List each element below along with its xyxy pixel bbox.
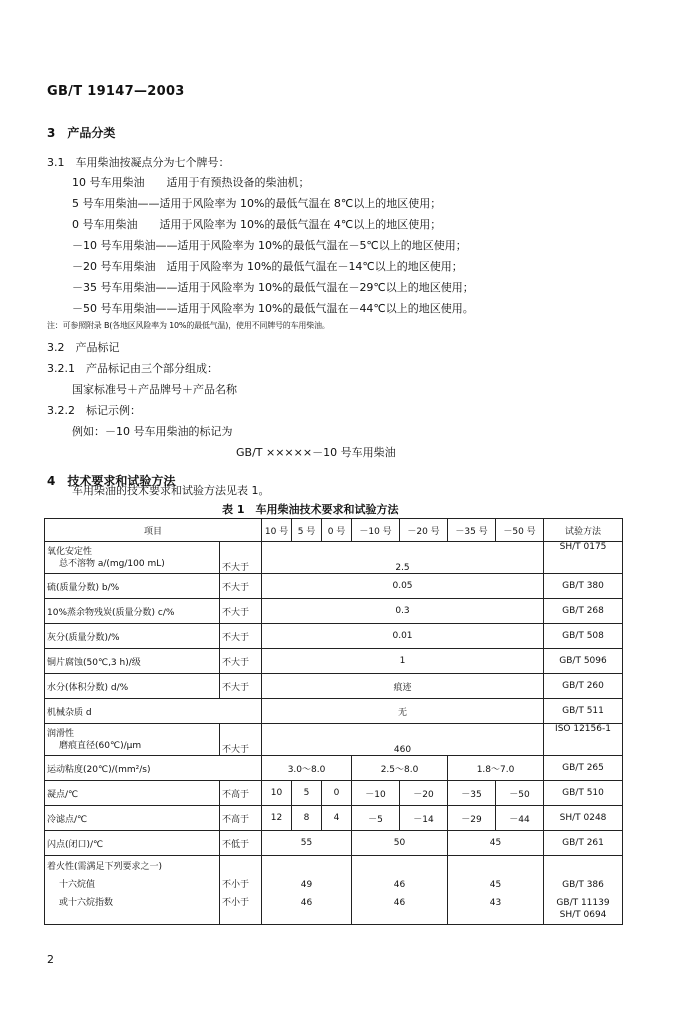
row-value-text: 46: [393, 880, 406, 890]
row-value: 460: [262, 724, 544, 756]
table-row: [45, 781, 623, 806]
section-3-title: 3 产品分类: [47, 126, 116, 140]
row-value: 55: [262, 831, 352, 856]
row-method-text: GB/T 386: [562, 880, 604, 890]
clause-3-2: 3.2 产品标记: [47, 341, 120, 354]
row-value: 2.5: [262, 542, 544, 574]
row-value-text: 46: [300, 898, 313, 908]
row-method-text: GB/T 11139: [556, 898, 610, 908]
row-value: [352, 856, 448, 925]
row-method: ISO 12156-1: [544, 724, 623, 756]
row-method: GB/T 265: [544, 756, 623, 781]
row-value: －14: [400, 806, 448, 831]
row-item-name: 或十六烷指数: [59, 898, 114, 908]
table-row: [45, 574, 623, 599]
row-group-title: 氧化安定性: [47, 546, 93, 557]
row-value-text: 46: [393, 898, 406, 908]
row-value: 45: [448, 831, 544, 856]
row-item: 凝点/℃: [45, 781, 220, 806]
header-method: 试验方法: [544, 519, 623, 542]
marking-example: GB/T ×××××－10 号车用柴油: [236, 446, 396, 459]
table-row: [45, 599, 623, 624]
row-item: [45, 724, 220, 756]
row-group-title: 润滑性: [47, 728, 75, 739]
row-limit: 不高于: [220, 806, 262, 831]
row-value: 2.5～8.0: [352, 756, 448, 781]
row-limit: 不高于: [220, 781, 262, 806]
row-value: 1.8～7.0: [448, 756, 544, 781]
row-item-name: 磨痕直径(60℃)/μm: [59, 740, 142, 751]
clause-3-1: 3.1 车用柴油按凝点分为七个牌号：: [47, 156, 230, 169]
row-value: 1: [262, 649, 544, 674]
header-grade: 10 号: [262, 519, 292, 542]
row-value: －35: [448, 781, 496, 806]
row-limit: 不大于: [220, 724, 262, 756]
row-value: －20: [400, 781, 448, 806]
row-value: －10: [352, 781, 400, 806]
row-value: 0.3: [262, 599, 544, 624]
row-item: 闪点(闭口)/℃: [45, 831, 220, 856]
table-row: [45, 831, 623, 856]
grade-line: 10 号车用柴油 适用于有预热设备的柴油机；: [72, 176, 310, 189]
row-method: GB/T 260: [544, 674, 623, 699]
row-method: GB/T 380: [544, 574, 623, 599]
table-row: [45, 806, 623, 831]
page-number: 2: [47, 953, 54, 966]
row-limit: 不大于: [220, 674, 262, 699]
row-value: －5: [352, 806, 400, 831]
row-limit: [220, 856, 262, 925]
row-value: 0.01: [262, 624, 544, 649]
row-group-title: 着火性(需满足下列要求之一): [47, 862, 163, 872]
row-value: 10: [262, 781, 292, 806]
row-value: 4: [322, 806, 352, 831]
section-4-title: 4 技术要求和试验方法: [47, 474, 176, 488]
clause-3-2-2-body: 例如：－10 号车用柴油的标记为: [72, 425, 233, 438]
table-row: [45, 699, 623, 724]
table-row: [45, 624, 623, 649]
row-value: －29: [448, 806, 496, 831]
header-grade: －20 号: [400, 519, 448, 542]
row-method-text: SH/T 0694: [559, 910, 607, 920]
grade-line: －10 号车用柴油——适用于风险率为 10%的最低气温在－5℃以上的地区使用；: [72, 239, 467, 252]
row-limit: 不大于: [220, 542, 262, 574]
row-value: [448, 856, 544, 925]
grade-line: －50 号车用柴油——适用于风险率为 10%的最低气温在－44℃以上的地区使用。: [72, 302, 474, 315]
row-item: 铜片腐蚀(50℃,3 h)/级: [45, 649, 220, 674]
row-method: GB/T 510: [544, 781, 623, 806]
row-method: GB/T 5096: [544, 649, 623, 674]
header-grade: 0 号: [322, 519, 352, 542]
row-item: 机械杂质 d: [45, 699, 262, 724]
row-value: 8: [292, 806, 322, 831]
table-caption: 表 1 车用柴油技术要求和试验方法: [222, 503, 399, 516]
row-value: 0.05: [262, 574, 544, 599]
row-limit: 不低于: [220, 831, 262, 856]
grade-line: 0 号车用柴油 适用于风险率为 10%的最低气温在 4℃以上的地区使用；: [72, 218, 442, 231]
header-grade: －35 号: [448, 519, 496, 542]
table-header-row: [45, 519, 623, 542]
section-4-body: 车用柴油的技术要求和试验方法见表 1。: [72, 484, 270, 497]
grade-line: －35 号车用柴油——适用于风险率为 10%的最低气温在－29℃以上的地区使用；: [72, 281, 474, 294]
row-item: 水分(体积分数) d/%: [45, 674, 220, 699]
row-value: 0: [322, 781, 352, 806]
table-row: [45, 674, 623, 699]
row-value: 痕迹: [262, 674, 544, 699]
standard-number: GB/T 19147—2003: [47, 84, 185, 99]
row-item-name: 十六烷值: [59, 880, 96, 890]
table-row: [45, 649, 623, 674]
row-value: －50: [496, 781, 544, 806]
header-item: 项目: [45, 519, 262, 542]
grade-note: 注：可参照附录 B(各地区风险率为 10%的最低气温)，使用不同牌号的车用柴油。: [47, 321, 330, 330]
row-limit: 不大于: [220, 649, 262, 674]
row-value-text: 45: [489, 880, 502, 890]
row-method: SH/T 0175: [544, 542, 623, 574]
row-method: GB/T 511: [544, 699, 623, 724]
row-item-name: 总不溶物 a/(mg/100 mL): [59, 558, 165, 569]
row-value: 50: [352, 831, 448, 856]
row-limit: 不大于: [220, 599, 262, 624]
header-grade: －10 号: [352, 519, 400, 542]
table-row: [45, 542, 623, 574]
clause-3-2-1-body: 国家标准号＋产品牌号＋产品名称: [72, 383, 237, 396]
clause-3-2-2: 3.2.2 标记示例：: [47, 404, 141, 417]
row-value: 无: [262, 699, 544, 724]
row-value: 12: [262, 806, 292, 831]
table-row: [45, 724, 623, 756]
grade-line: －20 号车用柴油 适用于风险率为 10%的最低气温在－14℃以上的地区使用；: [72, 260, 463, 273]
row-method: GB/T 268: [544, 599, 623, 624]
row-value: 5: [292, 781, 322, 806]
table-row: [45, 756, 623, 781]
row-method: GB/T 508: [544, 624, 623, 649]
grade-line: 5 号车用柴油——适用于风险率为 10%的最低气温在 8℃以上的地区使用；: [72, 197, 442, 210]
row-method: SH/T 0248: [544, 806, 623, 831]
header-grade: 5 号: [292, 519, 322, 542]
row-limit: 不大于: [220, 624, 262, 649]
table-row: [45, 856, 623, 925]
row-value: －44: [496, 806, 544, 831]
row-value-text: 43: [489, 898, 502, 908]
header-grade: －50 号: [496, 519, 544, 542]
row-item: [45, 542, 220, 574]
row-item: 运动粘度(20℃)/(mm²/s): [45, 756, 262, 781]
row-item: 灰分(质量分数)/%: [45, 624, 220, 649]
row-limit-text: 不小于: [222, 898, 250, 908]
row-item: 冷滤点/℃: [45, 806, 220, 831]
row-value-text: 49: [300, 880, 313, 890]
row-item: [45, 856, 220, 925]
row-limit: 不大于: [220, 574, 262, 599]
clause-3-2-1: 3.2.1 产品标记由三个部分组成：: [47, 362, 218, 375]
row-method: [544, 856, 623, 925]
row-value: [262, 856, 352, 925]
spec-table: [44, 518, 623, 925]
row-limit-text: 不小于: [222, 880, 250, 890]
row-method: GB/T 261: [544, 831, 623, 856]
row-item: 硫(质量分数) b/%: [45, 574, 220, 599]
row-item: 10%蒸余物残炭(质量分数) c/%: [45, 599, 220, 624]
row-value: 3.0～8.0: [262, 756, 352, 781]
